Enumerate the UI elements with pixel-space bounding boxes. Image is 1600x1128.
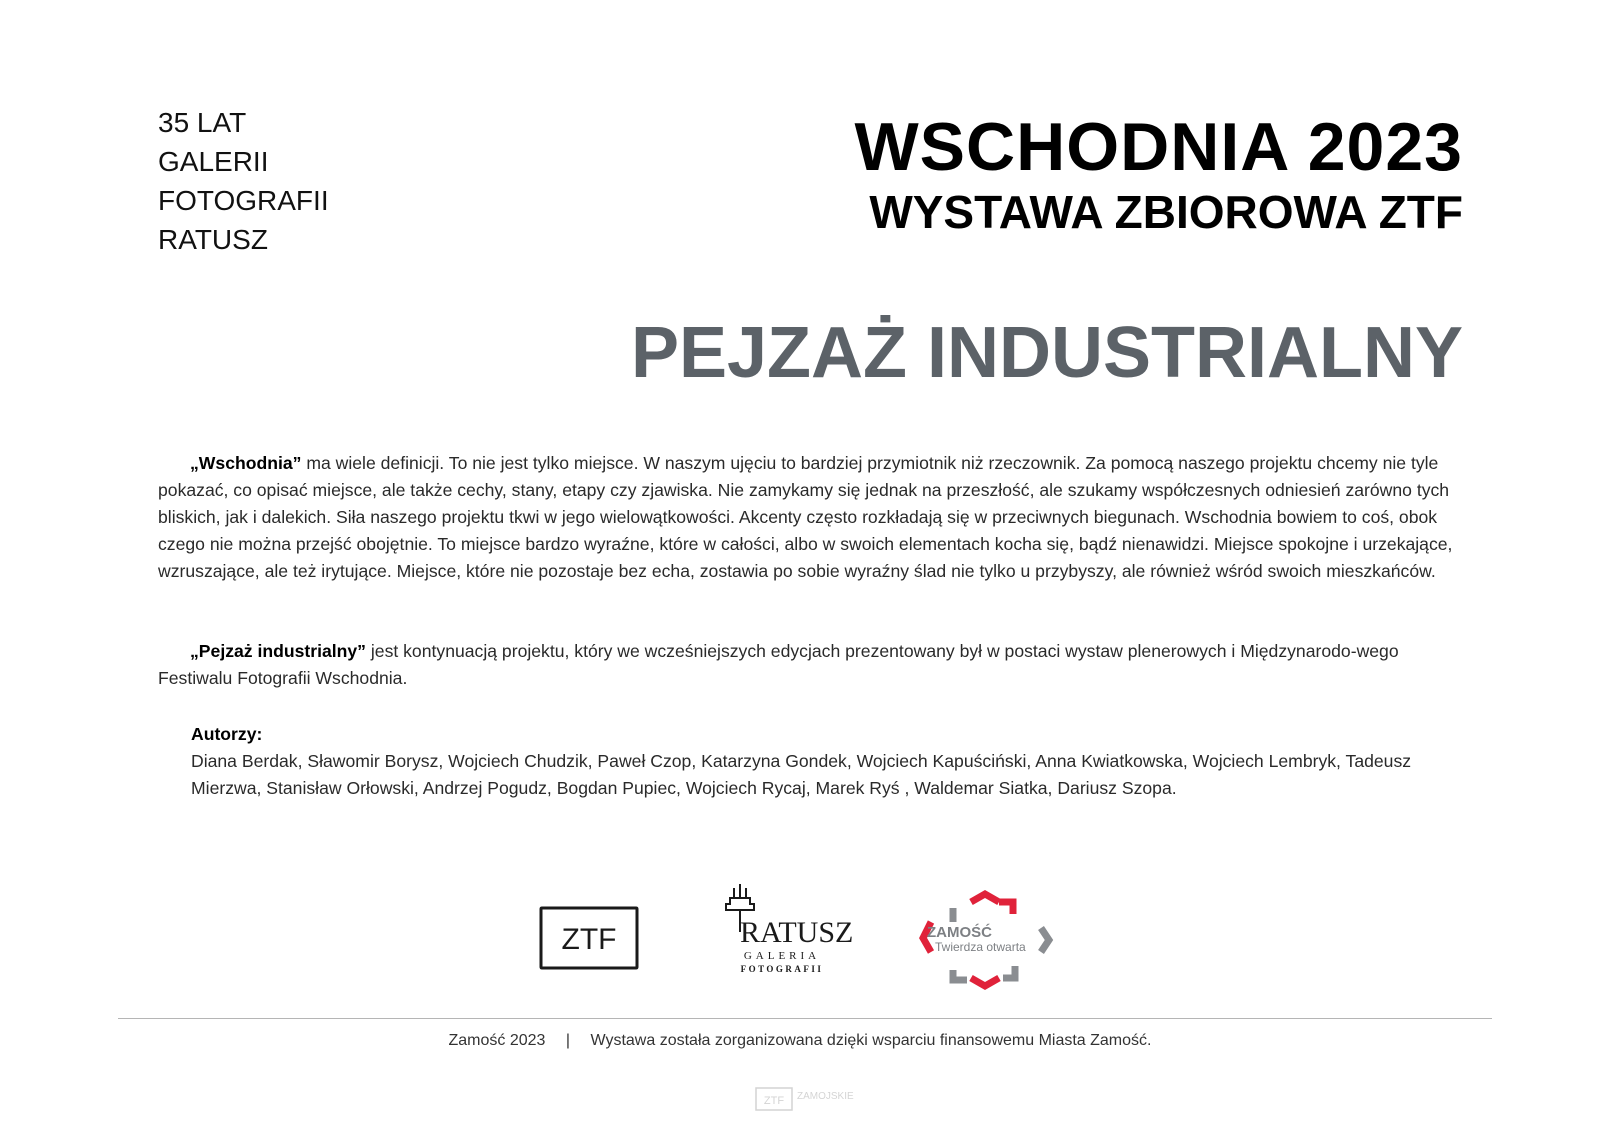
zamosc-fortress-icon: [913, 888, 1063, 992]
gallery-anniversary-title: [158, 103, 329, 259]
footer: [0, 1032, 1600, 1050]
page-title: WSCHODNIA 2023: [854, 109, 1463, 185]
ratusz-tower-icon: [720, 884, 854, 978]
anniversary-line: FOTOGRAFII: [158, 185, 329, 216]
anniversary-line: 35 LAT: [158, 107, 247, 138]
anniversary-line: GALERII: [158, 146, 269, 177]
ztf-logo-mark: [538, 905, 640, 971]
continuation-paragraph: [158, 638, 1458, 692]
intro-lead: „Wschodnia”: [190, 453, 302, 473]
intro-paragraph: [158, 450, 1458, 585]
ratusz-logo: [720, 884, 854, 983]
anniversary-line: RATUSZ: [158, 224, 268, 255]
exhibition-title: PEJZAŻ INDUSTRIALNY: [630, 313, 1463, 393]
authors-list: Diana Berdak, Sławomir Borysz, Wojciech Chudzik, Paweł Czop, Katarzyna Gondek, Wojciech Kapuściński, Anna Kwiatkowska, Wojciech Lembryk, Tadeusz Mierzwa, Stanisław Orłowski, Andrzej Pogudz, Bogdan Pupiec, Wojciech Rycaj, Marek Ryś , Waldemar Siatka, Dariusz Szopa.: [191, 751, 1412, 798]
ztf-logo: [538, 905, 640, 976]
watermark-text: ZAMOJSKIE: [797, 1091, 854, 1102]
zamojskie-watermark: [755, 1086, 865, 1117]
authors-label: Autorzy:: [191, 724, 263, 744]
ratusz-logo-name: RATUSZ: [740, 916, 854, 949]
continuation-text: jest kontynuacją projektu, który we wcześniejszych edycjach prezentowany był w postaci wystaw plenerowych i Międzynarodo-wego Festiwalu Fotografii Wschodnia.: [158, 641, 1399, 688]
zamosc-logo: [913, 888, 1063, 997]
watermark-mark: ZTF: [763, 1095, 785, 1107]
header: [854, 108, 1463, 238]
footer-place-year: Zamość 2023: [448, 1032, 546, 1049]
ztf-logo-text: ZTF: [561, 923, 617, 956]
footer-note: Wystawa została zorganizowana dzięki wsparciu finansowemu Miasta Zamość.: [590, 1032, 1152, 1049]
zamosc-logo-name: ZAMOŚĆ: [927, 924, 992, 941]
footer-divider: [118, 1018, 1492, 1019]
intro-text: ma wiele definicji. To nie jest tylko miejsce. W naszym ujęciu to bardziej przymiotnik niż rzeczownik. Za pomocą naszego projektu chcemy nie tyle pokazać, co opisać miejsce, ale także cechy, stany, etapy czy zjawiska. Nie zamykamy się jednak na przeszłość, ale szukamy współczesnych odniesień zarówno tych bliskich, jak i dalekich. Siła naszego projektu tkwi w jego wielowątkowości. Akcenty często rozkładają się w przeciwnych biegunach. Wschodnia bowiem to coś, obok czego nie można przejść obojętnie. To miejsce bardzo wyraźne, które w całości, albo w swoich elementach kocha się, bądź nienawidzi. Miejsce spokojne i urzekające, wzruszające, ale też irytujące. Miejsce, które nie pozostaje bez echa, zostawia po sobie wyraźny ślad nie tylko u przybyszy, ale również wśród swoich mieszkańców.: [158, 453, 1453, 581]
ratusz-logo-line2: FOTOGRAFII: [740, 964, 824, 974]
zamosc-logo-tagline: Twierdza otwarta: [935, 940, 1026, 954]
continuation-lead: „Pejzaż industrialny”: [190, 641, 366, 661]
watermark-logo: [755, 1086, 865, 1112]
ratusz-logo-line1: GALERIA: [743, 950, 821, 962]
authors-section: [191, 721, 1441, 802]
page-subtitle: WYSTAWA ZBIOROWA ZTF: [869, 186, 1463, 238]
footer-separator: |: [565, 1032, 571, 1049]
